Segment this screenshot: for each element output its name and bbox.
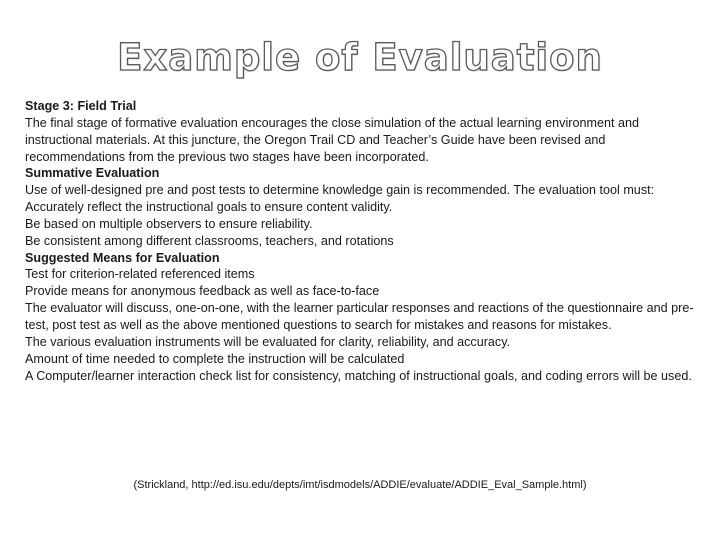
field-trial-heading: Stage 3: Field Trial [25,99,137,113]
means-item: Amount of time needed to complete the instruction will be calculated [25,351,405,366]
means-item: Test for criterion-related referenced items [25,267,255,282]
field-trial-text: The final stage of formative evaluation encourages the close simulation of the actual learning environment and instructional materials. At this juncture, the Oregon Trail CD and Teacher’s Guide have been revised and recommendations from the previous two stages have been incorporated. [25,115,639,164]
means-heading: Suggested Means for Evaluation [25,250,220,265]
summative-item: Accurately reflect the instructional goals to ensure content validity. [25,200,393,215]
means-item: Provide means for anonymous feedback as well as face-to-face [25,284,380,299]
means-item: A Computer/learner interaction check list for consistency, matching of instructional goals, and coding errors will be used. [25,368,692,383]
summative-item: Be based on multiple observers to ensure reliability. [25,216,313,231]
slide-body [25,98,695,384]
summative-text: Use of well-designed pre and post tests to determine knowledge gain is recommended. The evaluation tool must: [25,183,655,198]
slide-title: Example of Evaluation [117,36,603,79]
summative-heading: Summative Evaluation [25,166,160,181]
summative-item: Be consistent among different classrooms, teachers, and rotations [25,233,394,248]
means-item: The various evaluation instruments will be evaluated for clarity, reliability, and accuracy. [25,334,511,349]
citation: (Strickland, http://ed.isu.edu/depts/imt/isdmodels/ADDIE/evaluate/ADDIE_Eval_Sample.html) [133,479,587,491]
means-item: The evaluator will discuss, one-on-one, with the learner particular responses and reactions of the questionnaire and pre-test, post test as well as the above mentioned questions to search for mistakes and reasons for mistakes. [25,301,694,332]
